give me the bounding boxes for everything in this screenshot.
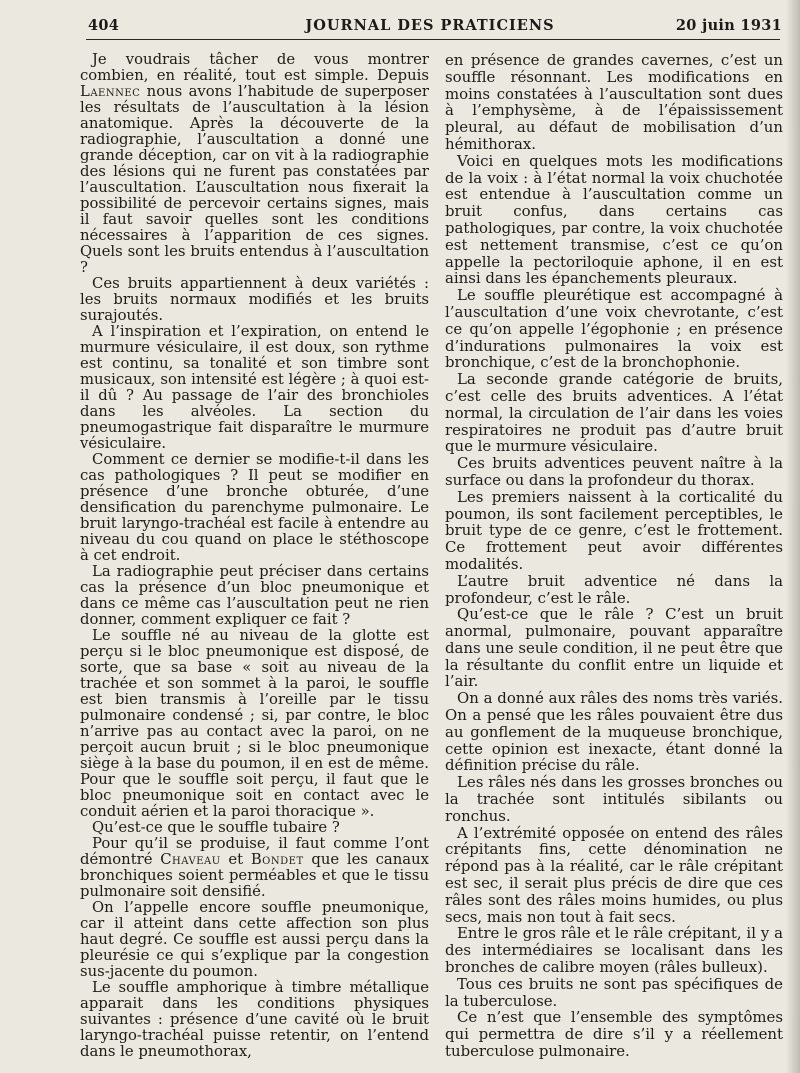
left-column [80, 52, 429, 1060]
paragraph: L’autre bruit adventice né dans la profondeur, c’est le râle. [445, 571, 783, 607]
author-name-laennec: Laennec [80, 83, 141, 100]
author-name-chaveau: Chaveau [160, 851, 221, 868]
issue-date: 20 juin 1931 [675, 17, 782, 34]
page-header [78, 17, 782, 41]
text-run: que les canaux bronchiques soient perméables et que le tissu pulmonaire soit densifié. [80, 851, 429, 900]
paragraph: Tous ces bruits ne sont pas spécifiques de la tuberculose. [445, 974, 783, 1010]
paragraph: Comment ce dernier se modifie-t-il dans les cas pathologiques ? Il peut se modifier en présence d’une bronche obturée, d’une densification du parenchyme pulmonaire. Le bruit laryngo-trachéal est facile à entendre au niveau du cou quand on place le stéthoscope à cet endroit. [80, 451, 429, 564]
paragraph: On a donné aux râles des noms très variés. On a pensé que les râles pouvaient être dus au gonflement de la muqueuse bronchique, cette opinion est inexacte, étant donné la définition précise du râle. [445, 689, 783, 775]
header-rule [86, 39, 780, 40]
paragraph: A l’inspiration et l’expiration, on entend le murmure vésiculaire, il est doux, son rythme est continu, sa tonalité et son timbre sont musicaux, son intensité est légère ; à quoi est-il dû ? Au passage de l’air des bronchioles dans les alvéoles. La section du pneumogastrique fait disparaître le murmure vésiculaire. [80, 323, 429, 452]
author-name-bondet: Bondet [250, 851, 304, 868]
paragraph: Entre le gros râle et le râle crépitant, il y a des intermédiaires se localisant dans les bronches de calibre moyen (râles bulleux). [445, 924, 783, 977]
paragraph: La radiographie peut préciser dans certains cas la présence d’un bloc pneumonique et dans ce même cas l’auscultation peut ne rien donner, comment expliquer ce fait ? [80, 563, 429, 628]
paragraph: Le souffle pleurétique est accompagné à l’auscultation d’une voix chevrotante, c’est ce qu’on appelle l’égophonie ; en présence d’indurations pulmonaires la voix est bronchique, c’est de la bronchophonie. [445, 286, 783, 372]
paragraph: Les râles nés dans les grosses bronches ou la trachée sont intitulés sibilants ou ronchus. [445, 773, 783, 825]
text-run: nous avons l’habitude de superposer les résultats de l’auscultation à la lésion anatomique. Après la découverte de la radiographie, l’auscultation a donné une grande déception, car on vit à la radiographie des lésions qui ne furent pas constatées par l’auscultation. L’auscultation nous fixerait la possibilité de percevoir certains signes, mais il faut savoir quelles sont les conditions nécessaires à l’apparition de ces signes. Quels sont les bruits entendus à l’auscultation ? [80, 83, 429, 276]
page-number: 404 [88, 17, 120, 34]
right-column [445, 52, 783, 1060]
journal-title: JOURNAL DES PRATICIENS [305, 17, 555, 34]
text-run: et [220, 851, 251, 868]
paragraph-continued: en présence de grandes cavernes, c’est un souffle résonnant. Les modifications en moins constatées à l’auscultation sont dues à l’emphysème, à de l’épaississement pleural, au défaut de mobilisation d’un hémithorax. [445, 51, 783, 153]
paragraph [80, 836, 429, 900]
paragraph [80, 52, 429, 276]
paragraph: On l’appelle encore souffle pneumonique, car il atteint dans cette affection son plus haut degré. Ce souffle est aussi perçu dans la pleurésie ce qui s’explique par la congestion sus-jacente du poumon. [80, 899, 429, 980]
paragraph: Ce n’est que l’ensemble des symptômes qui permettra de dire s’il y a réellement tuberculose pulmonaire. [445, 1008, 783, 1061]
paragraph: Qu’est-ce que le râle ? C’est un bruit anormal, pulmonaire, pouvant apparaître dans une seule condition, il ne peut être que la résultante du conflit entre un liquide et l’air. [445, 605, 783, 691]
paragraph: Voici en quelques mots les modifications de la voix : à l’état normal la voix chuchotée est entendue à l’auscultation comme un bruit confus, dans certains cas pathologiques, par contre, la voix chuchotée est nettement transmise, c’est ce qu’on appelle la pectoriloquie aphone, il en est ainsi dans les épanchements pleuraux. [445, 151, 783, 288]
paragraph: Ces bruits appartiennent à deux variétés : les bruits normaux modifiés et les bruits surajoutés. [80, 275, 429, 324]
paragraph: La seconde grande catégorie de bruits, c’est celle des bruits adventices. A l’état normal, la circulation de l’air dans les voies respiratoires ne produit pas d’autre bruit que le murmure vésiculaire. [445, 370, 783, 456]
text-run: Pour qu’il se produise, il faut comme l’ont démontré [80, 835, 429, 868]
paragraph: Ces bruits adventices peuvent naître à la surface ou dans la profondeur du thorax. [445, 454, 783, 489]
page-binding-shadow [786, 0, 800, 1073]
text-run: Je voudrais tâcher de vous montrer combien, en réalité, tout est simple. Depuis [80, 51, 429, 84]
paragraph: Les premiers naissent à la corticalité du poumon, ils sont facilement perceptibles, le bruit type de ce genre, c’est le frottement. Ce frottement peut avoir différentes modalités. [445, 487, 783, 573]
paragraph: Le souffle amphorique à timbre métallique apparait dans les conditions physiques suivantes : présence d’une cavité où le bruit laryngo-trachéal puisse retentir, on l’entend dans le pneumothorax, [80, 979, 429, 1060]
paragraph: Qu’est-ce que le souffle tubaire ? [92, 819, 340, 836]
paragraph: A l’extrémité opposée on entend des râles crépitants fins, cette dénomination ne répond pas à la réalité, car le râle crépitant est sec, il serait plus précis de dire que ces râles sont des râles moins humides, ou plus secs, mais non tout à fait secs. [445, 823, 783, 926]
paragraph: Le souffle né au niveau de la glotte est perçu si le bloc pneumonique est disposé, de sorte, que sa base « soit au niveau de la trachée et son sommet à la paroi, le souffle est bien transmis à l’oreille par le tissu pulmonaire condensé ; si, par contre, le bloc n’arrive pas au contact avec la paroi, on ne perçoit aucun bruit ; si le bloc pneumonique siège à la base du poumon, il en est de même. Pour que le souffle soit perçu, il faut que le bloc pneumonique soit en contact avec le conduit aérien et la paroi thoracique ». [80, 627, 429, 820]
